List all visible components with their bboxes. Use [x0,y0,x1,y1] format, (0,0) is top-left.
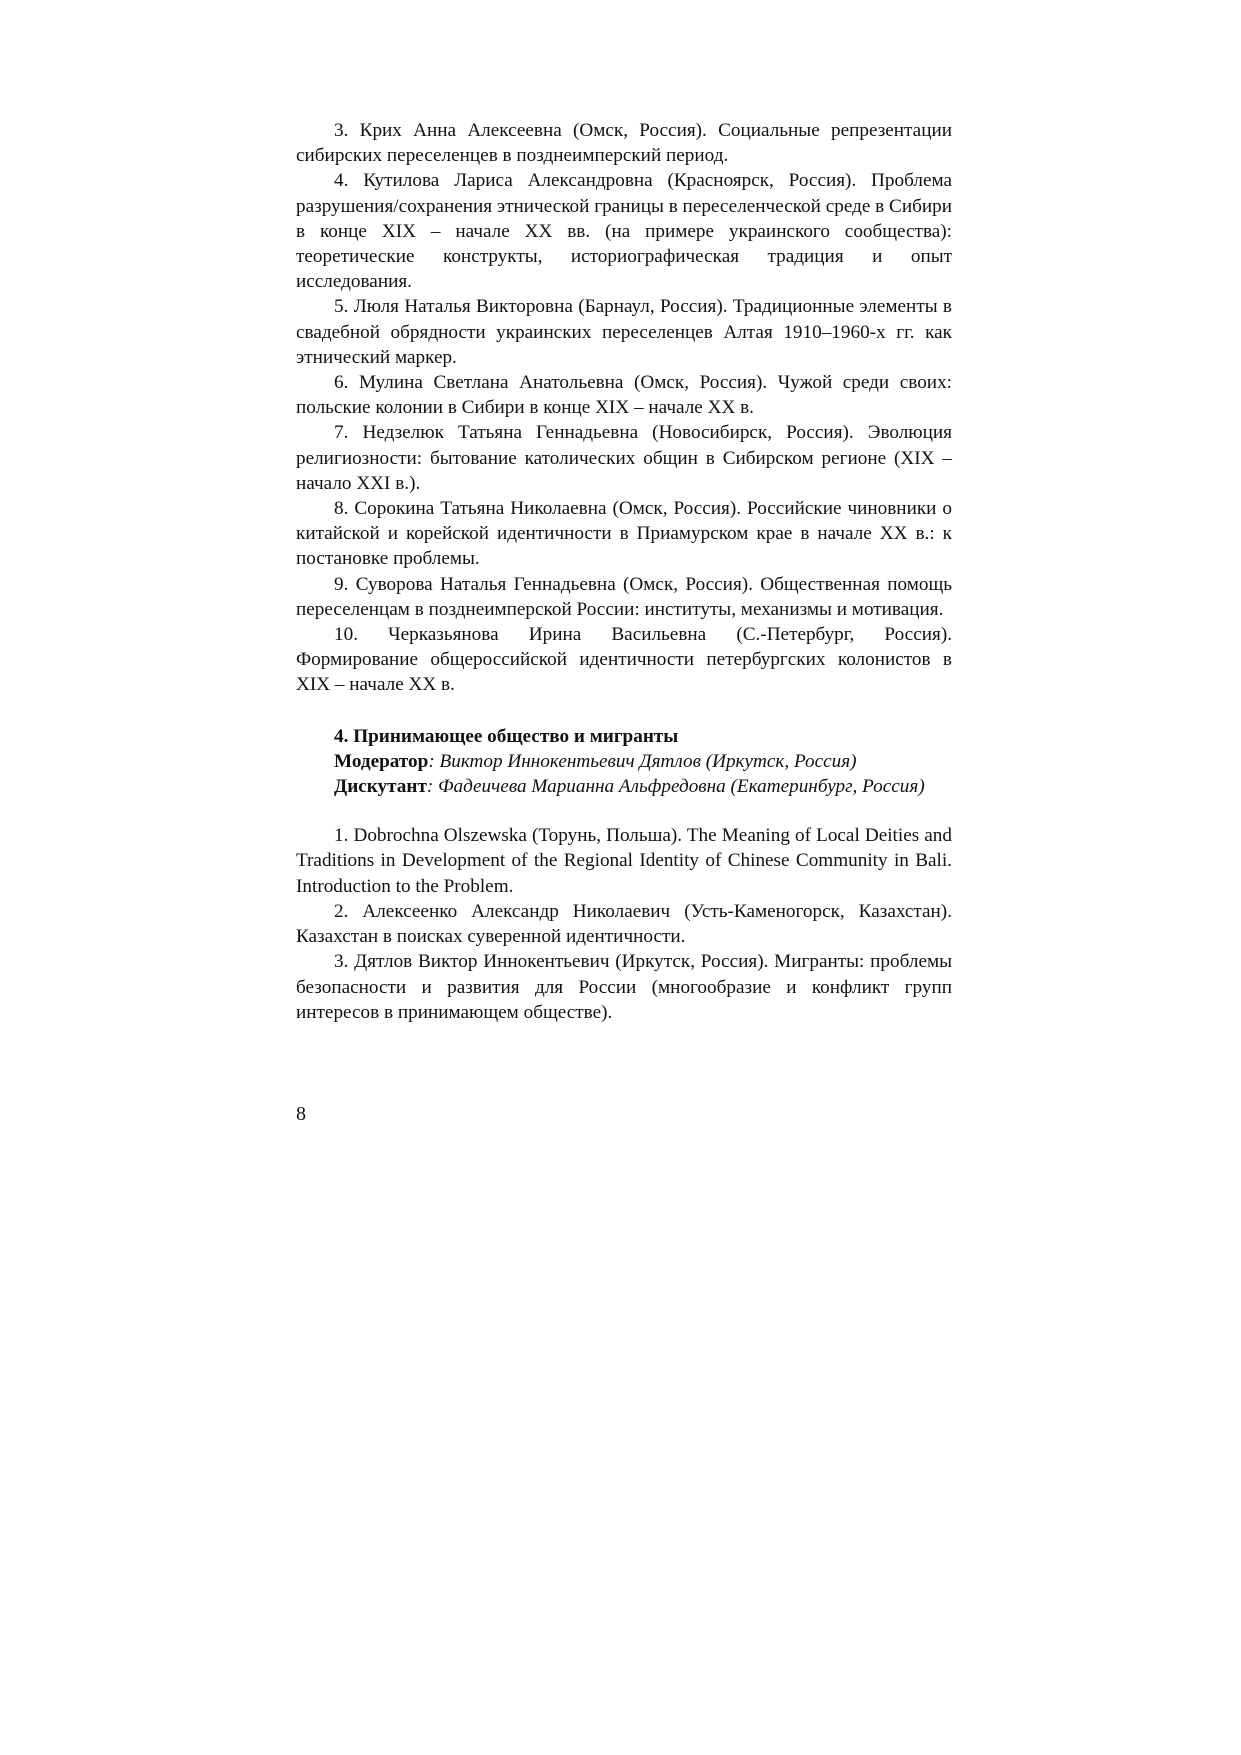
list-item: 3. Дятлов Виктор Иннокентьевич (Иркутск, Россия). Мигранты: проблемы безопасности и развития для России (многообразие и конфликт групп интересов в принимающем обществе). [296,951,952,1023]
list-item: 5. Люля Наталья Викторовна (Барнаул, Россия). Традиционные элементы в свадебной обрядности украинских переселенцев Алтая 1910–1960-х гг. как этнический маркер. [296,296,952,368]
list-item: 4. Кутилова Лариса Александровна (Красноярск, Россия). Проблема разрушения/сохранения этнической границы в переселенческой среде в Сибири в конце XIX – начале XX вв. (на примере украинского сообщества): теоретические конструкты, историографическая традиция и опыт исследования. [296,170,952,293]
section-title: 4. Принимающее общество и мигранты [334,725,679,747]
list-item: 7. Недзелюк Татьяна Геннадьевна (Новосибирск, Россия). Эволюция религиозности: бытование католических общин в Сибирском регионе (XIX – начало XXI в.). [296,422,952,494]
list-item: 3. Крих Анна Алексеевна (Омск, Россия). Социальные репрезентации сибирских переселенцев в позднеимперский период. [296,120,952,167]
page-text [296,118,952,1025]
moderator-label: Модератор [334,750,429,772]
page-number: 8 [296,1103,306,1125]
moderator-value: : Виктор Иннокентьевич Дятлов (Иркутск, Россия) [428,750,857,772]
section-spacer [296,698,952,724]
list-item: 9. Суворова Наталья Геннадьевна (Омск, Россия). Общественная помощь переселенцам в позднеимперской России: институты, механизмы и мотивация. [296,573,952,620]
list-item: 8. Сорокина Татьяна Николаевна (Омск, Россия). Российские чиновники о китайской и корейской идентичности в Приамурском крае в начале XX в.: к постановке проблемы. [296,498,952,570]
list-item: 10. Черказьянова Ирина Васильевна (С.-Петербург, Россия). Формирование общероссийской идентичности петербургских колонистов в XIX – начале XX в. [296,624,952,696]
moderator-line [296,749,952,774]
section-spacer [296,799,952,823]
discussant-label: Дискутант [334,776,427,798]
discussant-value: : Фадеичева Марианна Альфредовна (Екатеринбург, Россия) [426,776,925,798]
list-item: 2. Алексеенко Александр Николаевич (Усть-Каменогорск, Казахстан). Казахстан в поисках суверенной идентичности. [296,900,952,948]
list-item: 1. Dobrochna Olszewska (Торунь, Польша). The Meaning of Local Deities and Traditions in Development of the Regional Identity of Chinese Community in Bali. Introduction to the Problem. [296,825,952,897]
list-item: 6. Мулина Светлана Анатольевна (Омск, Россия). Чужой среди своих: польские колонии в Сибири в конце XIX – начале XX в. [296,372,952,419]
discussant-line [296,774,952,799]
